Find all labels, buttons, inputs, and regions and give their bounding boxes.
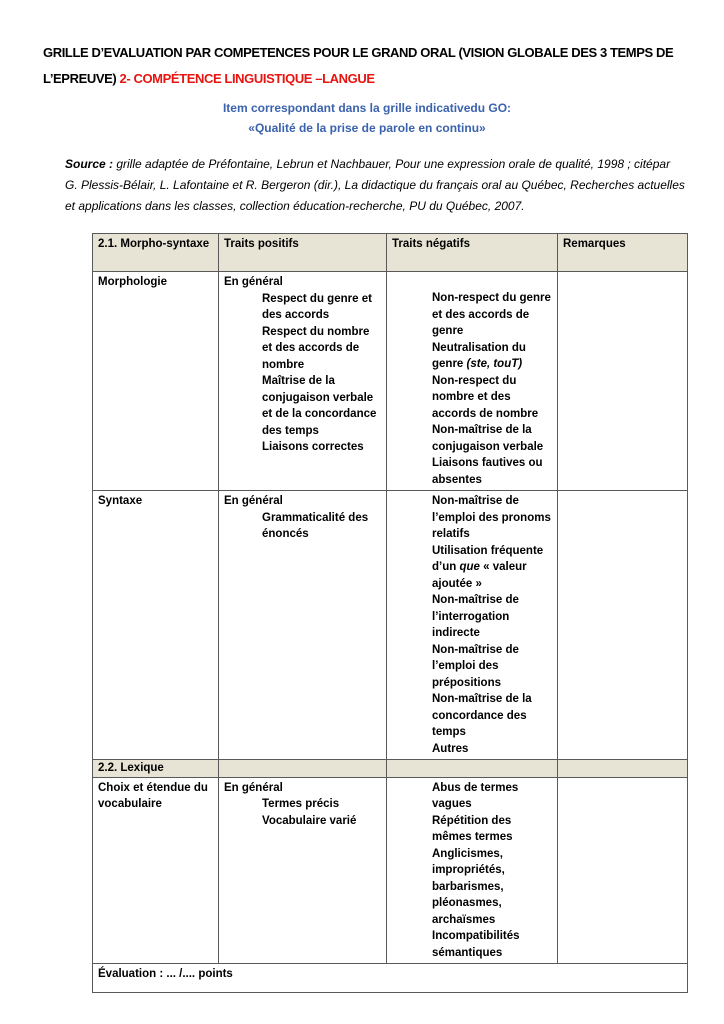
negative-item: Non-maîtrise de l’emploi des prépositions (432, 643, 519, 689)
table-row-syntaxe (93, 491, 688, 760)
negative-item: Non-maîtrise de l’emploi des pronoms relatifs (432, 495, 551, 540)
negative-item: Non-respect du genre et des accords de genre (432, 292, 551, 337)
positives-cell-syntaxe (219, 491, 387, 760)
general-heading: En général (224, 276, 283, 288)
section-empty-cell (387, 760, 558, 778)
evaluation-table (92, 233, 688, 993)
table-header-row (93, 234, 688, 272)
negatives-cell-vocabulaire (387, 777, 558, 964)
negative-item: Liaisons fautives ou absentes (432, 457, 543, 486)
subtitle (43, 98, 691, 138)
table-row-vocabulaire (93, 777, 688, 964)
negative-item (392, 543, 553, 593)
source-text: grille adaptée de Préfontaine, Lebrun et Nachbauer, Pour une expression orale de qualité, 1998 ; citépar G. Plessis-Bélair, L. Lafontaine et R. Bergeron (dir.), La didactique du français oral au Québec, Recherches actuelles et applications dans les classes, collection éducation-recherche, PU du Québec, 2007. (65, 157, 685, 213)
negatives-cell-syntaxe (387, 491, 558, 760)
section-empty-cell (558, 760, 688, 778)
negative-item: Autres (432, 742, 469, 755)
column-header-traits-negatifs: Traits négatifs (387, 234, 558, 272)
source-paragraph (65, 154, 685, 217)
column-header-morpho-syntaxe: 2.1. Morpho-syntaxe (93, 234, 219, 272)
column-header-remarques: Remarques (558, 234, 688, 272)
negative-item: Non-maîtrise de la concordance des temps (432, 693, 532, 738)
negative-item: Non-maîtrise de la conjugaison verbale (432, 424, 544, 453)
negative-item-italic: (ste, touT) (466, 358, 523, 370)
title-main: GRILLE D’EVALUATION PAR COMPETENCES POUR LE GRAND ORAL (VISION GLOBALE DES 3 TEMPS DE L’EPREUVE) (43, 45, 674, 86)
positive-item: Respect du genre et des accords (262, 292, 372, 321)
page-title (43, 40, 695, 92)
evaluation-cell (93, 964, 688, 993)
negative-item-italic: que (459, 561, 480, 573)
row-label-vocabulaire: Choix et étendue du vocabulaire (93, 777, 219, 964)
remarques-cell (558, 491, 688, 760)
table-row-morphologie (93, 272, 688, 491)
row-label-syntaxe: Syntaxe (93, 491, 219, 760)
column-header-traits-positifs: Traits positifs (219, 234, 387, 272)
source-label: Source : (65, 157, 114, 171)
title-competence: 2- COMPÉTENCE LINGUISTIQUE –LANGUE (119, 71, 375, 86)
negative-item: Non-respect du nombre et des accords de nombre (432, 374, 539, 420)
negative-item-text: Utilisation fréquente d’un (432, 544, 544, 573)
positive-item: Vocabulaire varié (262, 814, 357, 827)
positives-cell-vocabulaire (219, 777, 387, 964)
negative-item: Répétition des mêmes termes (432, 814, 513, 843)
blank-line (392, 274, 553, 290)
subtitle-line-1: Item correspondant dans la grille indicativedu GO: (222, 101, 512, 115)
positive-item: Grammaticalité des énoncés (262, 511, 369, 540)
negatives-cell-morphologie (387, 272, 558, 491)
remarques-cell (558, 272, 688, 491)
negative-item: Incompatibilités sémantiques (432, 930, 520, 959)
general-heading: En général (224, 781, 283, 794)
negative-item-text: Neutralisation du genre (432, 341, 526, 370)
positives-cell-morphologie (219, 272, 387, 491)
general-heading: En général (224, 495, 283, 507)
positive-item: Respect du nombre et des accords de nombre (262, 325, 370, 371)
negative-item-text: « valeur ajoutée » (432, 561, 527, 590)
negative-item: Non-maîtrise de l’interrogation indirecte (432, 594, 519, 639)
table-section-row-lexique (93, 760, 688, 778)
section-header-lexique: 2.2. Lexique (93, 760, 219, 778)
positive-item: Maîtrise de la conjugaison verbale et de la concordance des temps (262, 375, 377, 437)
row-label-morphologie: Morphologie (93, 272, 219, 491)
table-row-evaluation (93, 964, 688, 993)
evaluation-text: Évaluation : ... /.... points (98, 968, 233, 980)
subtitle-line-2: «Qualité de la prise de parole en continu» (248, 121, 486, 135)
remarques-cell (558, 777, 688, 964)
negative-item (392, 340, 553, 373)
positive-item: Liaisons correctes (262, 441, 364, 453)
negative-item: Abus de termes vagues (432, 781, 519, 810)
section-empty-cell (219, 760, 387, 778)
negative-item: Anglicismes, impropriétés, barbarismes, pléonasmes, archaïsmes (432, 847, 505, 926)
positive-item: Termes précis (262, 798, 340, 810)
